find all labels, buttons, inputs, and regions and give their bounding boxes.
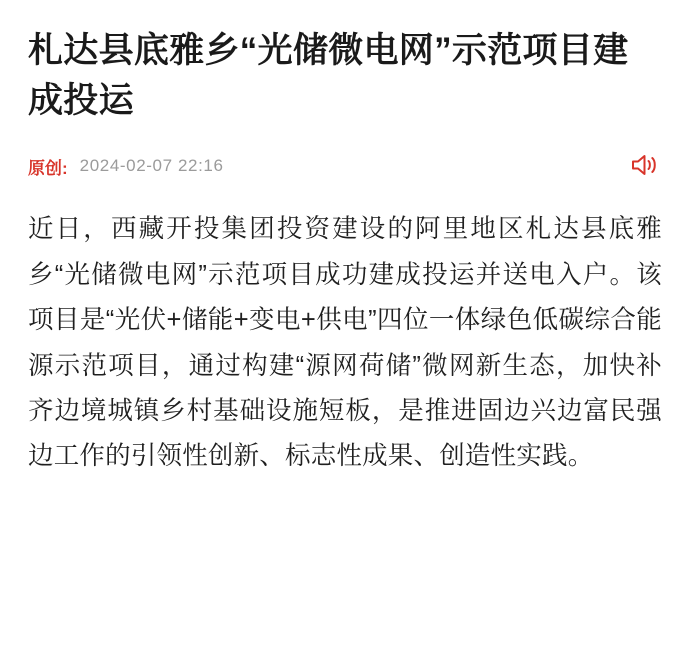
original-badge: 原创: (28, 158, 68, 178)
article-meta (28, 151, 662, 181)
speaker-icon (630, 152, 658, 178)
speaker-button[interactable] (628, 150, 660, 180)
page-title: 札达县底雅乡“光储微电网”示范项目建成投运 (28, 31, 629, 120)
article-body: 近日，西藏开投集团投资建设的阿里地区札达县底雅乡“光储微电网”示范项目成功建成投运并送电入户。该项目是“光伏+储能+变电+供电”四位一体绿色低碳综合能源示范项目，通过构建“源网荷储”微网新生态，加快补齐边境城镇乡村基础设施短板，是推进固边兴边富民强边工作的引领性创新、标志性成果、创造性实践。 (28, 215, 662, 471)
publish-timestamp: 2024-02-07 22:16 (79, 156, 224, 176)
